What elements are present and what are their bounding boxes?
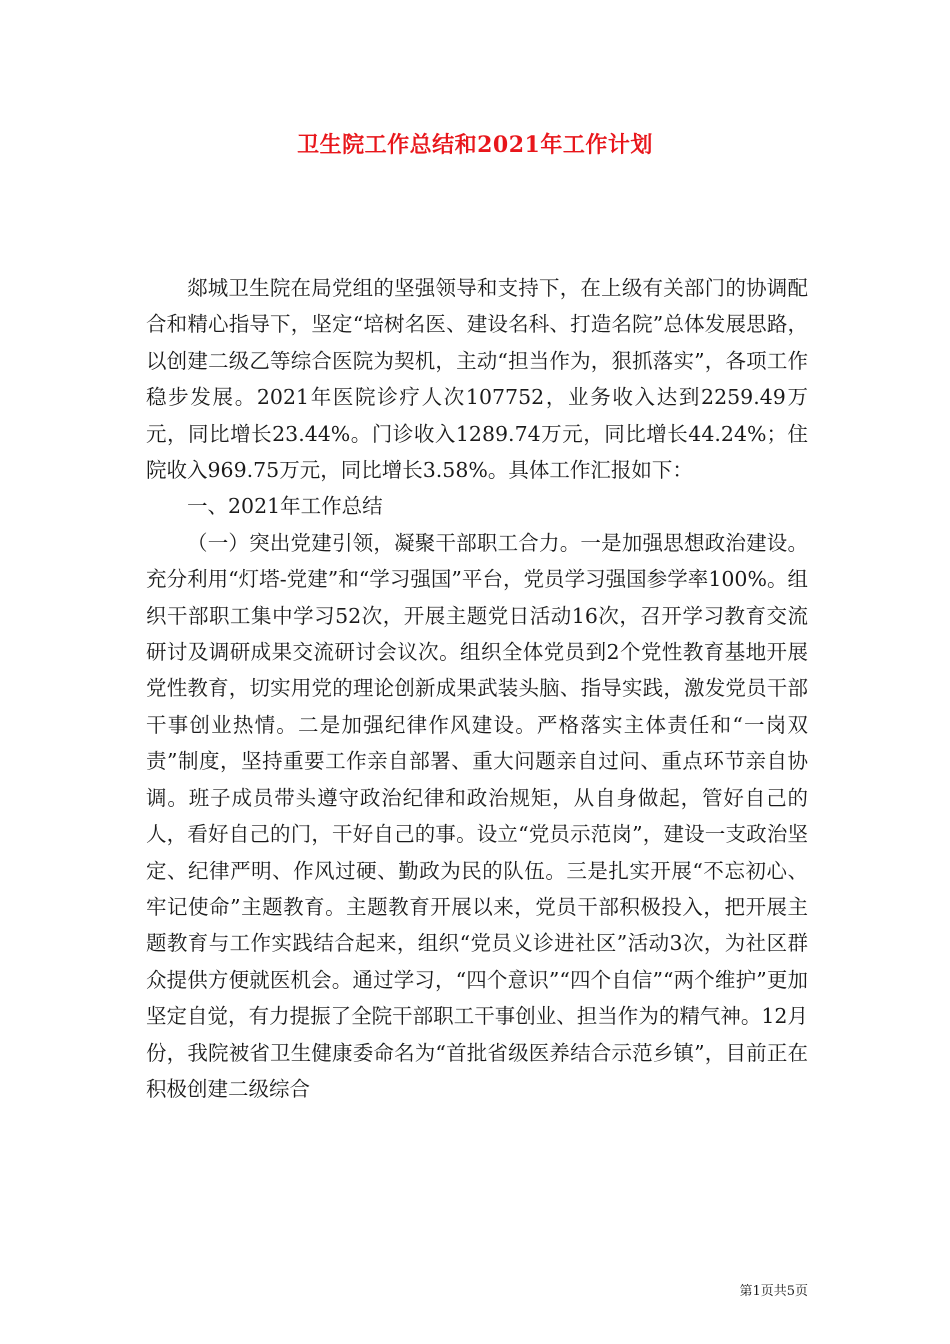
section-heading-summary: 一、2021年工作总结 (187, 494, 383, 519)
document-body (146, 270, 808, 1107)
paragraph-intro: 郯城卫生院在局党组的坚强领导和支持下，在上级有关部门的协调配合和精心指导下，坚定“培树名医、建设名科、打造名院”总体发展思路，以创建二级乙等综合医院为契机，主动“担当作为，狠抓落实”，各项工作稳步发展。2021年医院诊疗人次107752，业务收入达到2259.49万元，同比增长23.44%。门诊收入1289.74万元，同比增长44.24%；住院收入969.75万元，同比增长3.58%。具体工作汇报如下： (146, 276, 808, 483)
document-title: 卫生院工作总结和2021年工作计划 (297, 132, 653, 158)
paragraph-party-building: （一）突出党建引领，凝聚干部职工合力。一是加强思想政治建设。充分利用“灯塔-党建”和“学习强国”平台，党员学习强国参学率100%。组织干部职工集中学习52次，开展主题党日活动16次，召开学习教育交流研讨及调研成果交流研讨会议次。组织全体党员到2个党性教育基地开展党性教育，切实用党的理论创新成果武装头脑、指导实践，激发党员干部干事创业热情。二是加强纪律作风建设。严格落实主体责任和“一岗双责”制度，坚持重要工作亲自部署、重大问题亲自过问、重点环节亲自协调。班子成员带头遵守政治纪律和政治规矩，从自身做起，管好自己的人，看好自己的门，干好自己的事。设立“党员示范岗”，建设一支政治坚定、纪律严明、作风过硬、勤政为民的队伍。三是扎实开展“不忘初心、牢记使命”主题教育。主题教育开展以来，党员干部积极投入，把开展主题教育与工作实践结合起来，组织“党员义诊进社区”活动3次，为社区群众提供方便就医机会。通过学习，“四个意识”“四个自信”“两个维护”更加坚定自觉，有力提振了全院干部职工干事创业、担当作为的精气神。12月份，我院被省卫生健康委命名为“首批省级医养结合示范乡镇”，目前正在积极创建二级综合 (146, 530, 808, 1101)
page-number: 第1页共5页 (739, 1284, 808, 1299)
